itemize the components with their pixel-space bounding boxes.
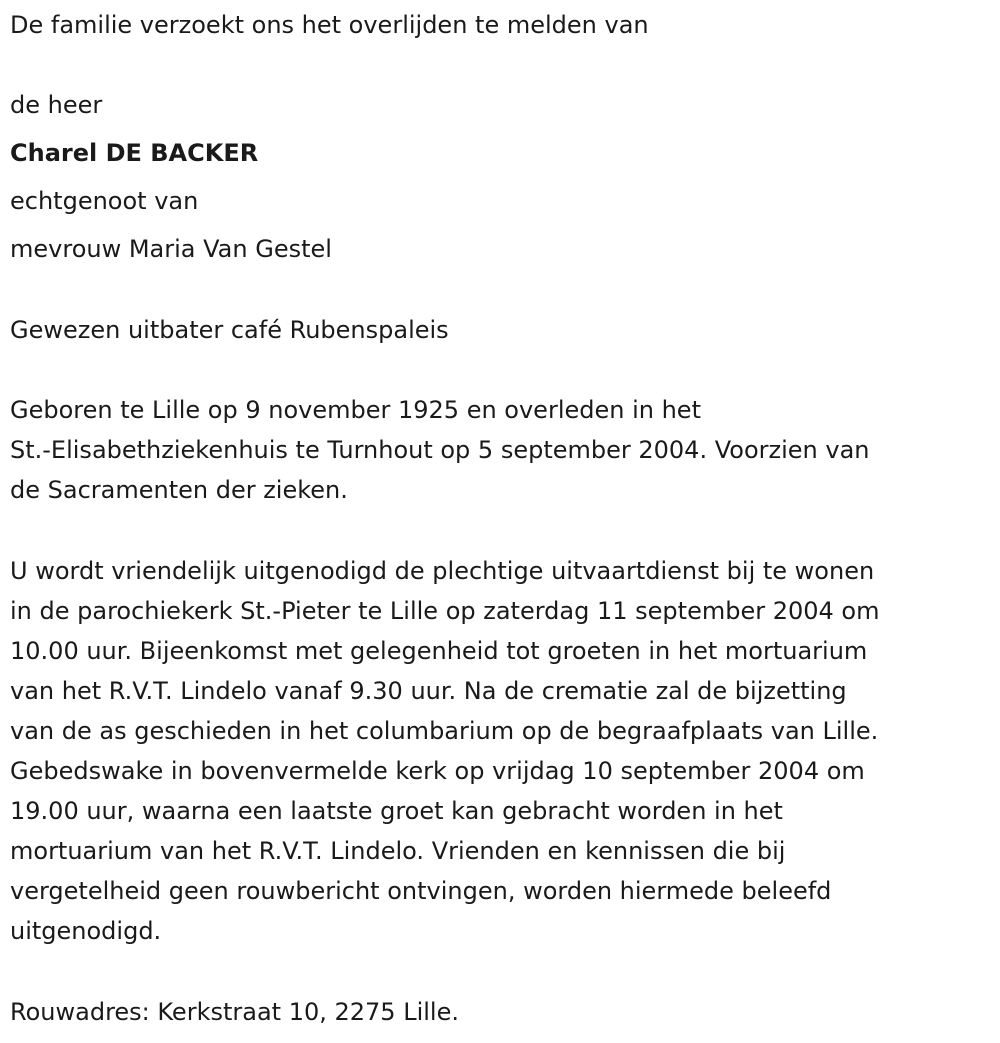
deceased-name: Charel DE BACKER [10,139,259,167]
mourning-address: Rouwadres: Kerkstraat 10, 2275 Lille. [10,998,459,1026]
paragraph-line: van het R.V.T. Lindelo vanaf 9.30 uur. Na de crematie zal de bijzetting [10,677,847,705]
paragraph-line: St.-Elisabethziekenhuis te Turnhout op 5 september 2004. Voorzien van [10,436,870,464]
paragraph-line: 19.00 uur, waarna een laatste groet kan gebracht worden in het [10,797,783,825]
paragraph-line: 10.00 uur. Bijeenkomst met gelegenheid tot groeten in het mortuarium [10,637,868,665]
occupation-text: Gewezen uitbater café Rubenspaleis [10,316,449,344]
paragraph-line: van de as geschieden in het columbarium op de begraafplaats van Lille. [10,717,879,745]
salutation: de heer [10,91,103,119]
paragraph-line: in de parochiekerk St.-Pieter te Lille op zaterdag 11 september 2004 om [10,597,880,625]
paragraph-line: mortuarium van het R.V.T. Lindelo. Vrienden en kennissen die bij [10,837,786,865]
spouse-name: mevrouw Maria Van Gestel [10,235,332,263]
paragraph-line: Gebedswake in bovenvermelde kerk op vrijdag 10 september 2004 om [10,757,865,785]
paragraph-line: uitgenodigd. [10,917,162,945]
intro-text: De familie verzoekt ons het overlijden te melden van [10,11,649,39]
paragraph-line: Geboren te Lille op 9 november 1925 en overleden in het [10,396,701,424]
paragraph-line: U wordt vriendelijk uitgenodigd de plechtige uitvaartdienst bij te wonen [10,557,875,585]
relation-text: echtgenoot van [10,187,199,215]
paragraph-line: de Sacramenten der zieken. [10,476,348,504]
paragraph-line: vergetelheid geen rouwbericht ontvingen, worden hiermede beleefd [10,877,832,905]
